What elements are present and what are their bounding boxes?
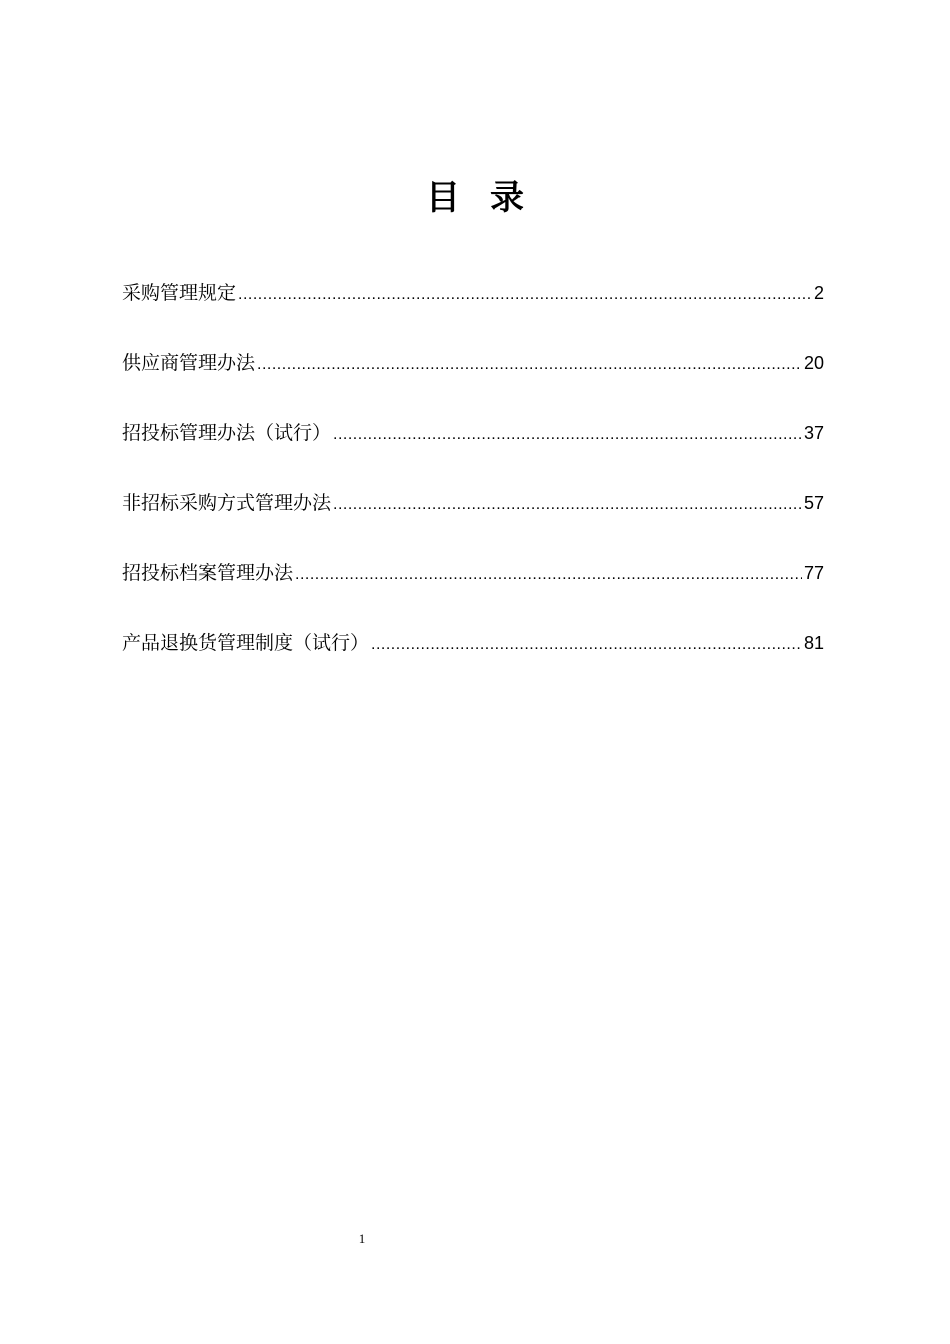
toc-entry-supplier-management[interactable]	[122, 350, 824, 420]
page-title: 目录	[426, 178, 554, 218]
toc-dot-leader	[238, 280, 812, 308]
toc-entry-product-returns[interactable]	[122, 630, 824, 700]
toc-entry-label: 非招标采购方式管理办法	[122, 492, 332, 514]
toc-entry-page: 81	[803, 633, 824, 653]
toc-entry-label: 招投标档案管理办法	[122, 562, 294, 584]
toc-entry-page: 37	[803, 423, 824, 443]
toc-entry-page: 57	[803, 493, 824, 513]
toc-entry-page: 20	[803, 353, 824, 373]
toc-entry-procurement-rules[interactable]	[122, 280, 824, 350]
toc-entry-label: 招投标管理办法（试行）	[122, 422, 332, 444]
toc-dot-leader	[295, 560, 802, 588]
toc-entry-page: 2	[813, 283, 824, 303]
toc-dot-leader	[257, 350, 802, 378]
toc-entry-label: 产品退换货管理制度（试行）	[122, 632, 370, 654]
toc-entry-label: 供应商管理办法	[122, 352, 256, 374]
toc-entry-non-bidding-procurement[interactable]	[122, 490, 824, 560]
toc-dot-leader	[333, 490, 802, 518]
toc-entry-bidding-archives[interactable]	[122, 560, 824, 630]
toc-entry-label: 采购管理规定	[122, 282, 237, 304]
toc-dot-leader	[371, 630, 802, 658]
toc-entry-page: 77	[803, 563, 824, 583]
toc-entry-bidding-management[interactable]	[122, 420, 824, 490]
page-number: 1	[358, 1231, 366, 1246]
toc-dot-leader	[333, 420, 802, 448]
table-of-contents	[122, 280, 824, 700]
